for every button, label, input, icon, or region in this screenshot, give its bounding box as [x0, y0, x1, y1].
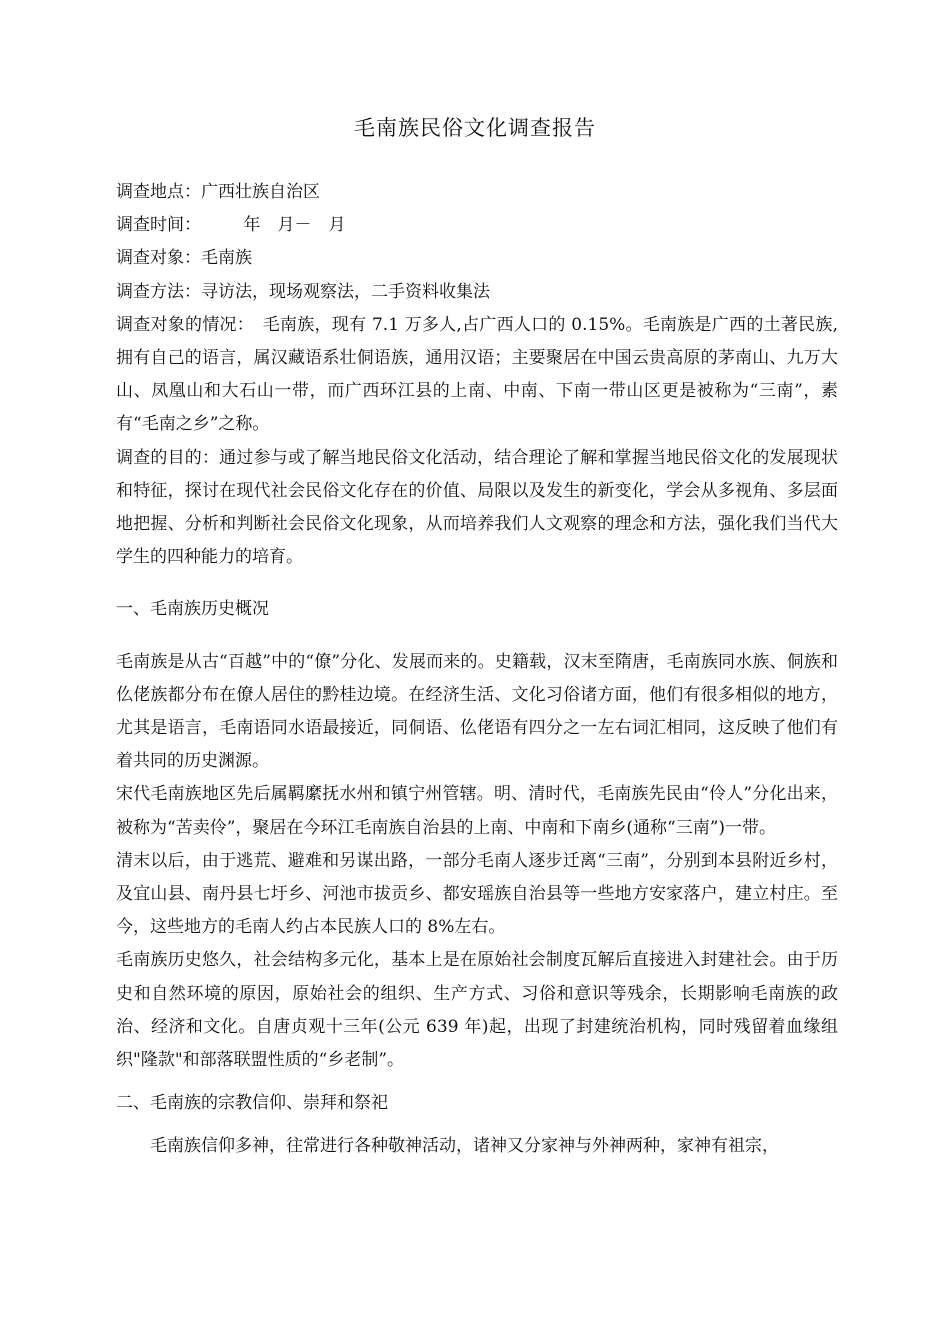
section1-paragraph: 毛南族是从古“百越”中的“僚”分化、发展而来的。史籍载，汉末至隋唐，毛南族同水族、侗族和仫佬族都分布在僚人居住的黔桂边境。在经济生活、文化习俗诸方面，他们有很多相似的地方，尤其是语言，毛南语同水语最接近，同侗语、仫佬语有四分之一左右词汇相同，这反映了他们有着共同的历史渊源。	[116, 651, 838, 772]
section1-paragraph: 清末以后，由于逃荒、避难和另谋出路，一部分毛南人逐步迁离“三南”，分别到本县附近乡村，及宜山县、南丹县七圩乡、河池市拔贡乡、都安瑶族自治县等一些地方安家落户，建立村庄。至今，这些地方的毛南人约占本民族人口的 8%左右。	[116, 850, 838, 938]
section2-heading: 二、毛南族的宗教信仰、崇拜和祭祀	[116, 1093, 388, 1114]
subject-situation-paragraph: 调查对象的情况： 毛南族，现有 7.1 万多人,占广西人口的 0.15%。毛南族是广西的土著民族,拥有自己的语言，属汉藏语系壮侗语族，通用汉语；主要聚居在中国云贵高原的茅南山、九万大山、凤凰山和大石山一带，而广西环江县的上南、中南、下南一带山区更是被称为“三南”，素有“毛南之乡”之称。	[116, 314, 838, 435]
section1-paragraph: 宋代毛南族地区先后属羁縻抚水州和镇宁州管辖。明、清时代，毛南族先民由“伶人”分化出来，被称为“苦卖伶”，聚居在今环江毛南族自治县的上南、中南和下南乡(通称“三南”)一带。	[116, 784, 838, 838]
meta-subject: 调查对象：毛南族	[116, 248, 252, 269]
meta-time: 调查时间： 年 月－ 月	[116, 215, 346, 236]
section1-paragraph: 毛南族历史悠久，社会结构多元化，基本上是在原始社会制度瓦解后直接进入封建社会。由于历史和自然环境的原因，原始社会的组织、生产方式、习俗和意识等残余，长期影响毛南族的政治、经济和文化。自唐贞观十三年(公元 639 年)起，出现了封建统治机构，同时残留着血缘组织"隆款"和部落联盟性质的“乡老制”。	[116, 950, 838, 1071]
meta-method: 调查方法：寻访法，现场观察法，二手资料收集法	[116, 281, 490, 302]
purpose-paragraph: 调查的目的：通过参与或了解当地民俗文化活动，结合理论了解和掌握当地民俗文化的发展现状和特征，探讨在现代社会民俗文化存在的价值、局限以及发生的新变化，学会从多视角、多层面地把握、分析和判断社会民俗文化现象，从而培养我们人文观察的理念和方法，强化我们当代大学生的四种能力的培育。	[116, 447, 838, 568]
document-title: 毛南族民俗文化调查报告	[354, 116, 596, 140]
section1-heading: 一、毛南族历史概况	[116, 599, 269, 620]
section2-paragraph: 毛南族信仰多神，往常进行各种敬神活动，诸神又分家神与外神两种，家神有祖宗，	[150, 1136, 779, 1157]
meta-location: 调查地点：广西壮族自治区	[116, 182, 320, 202]
document-body	[116, 176, 838, 1164]
